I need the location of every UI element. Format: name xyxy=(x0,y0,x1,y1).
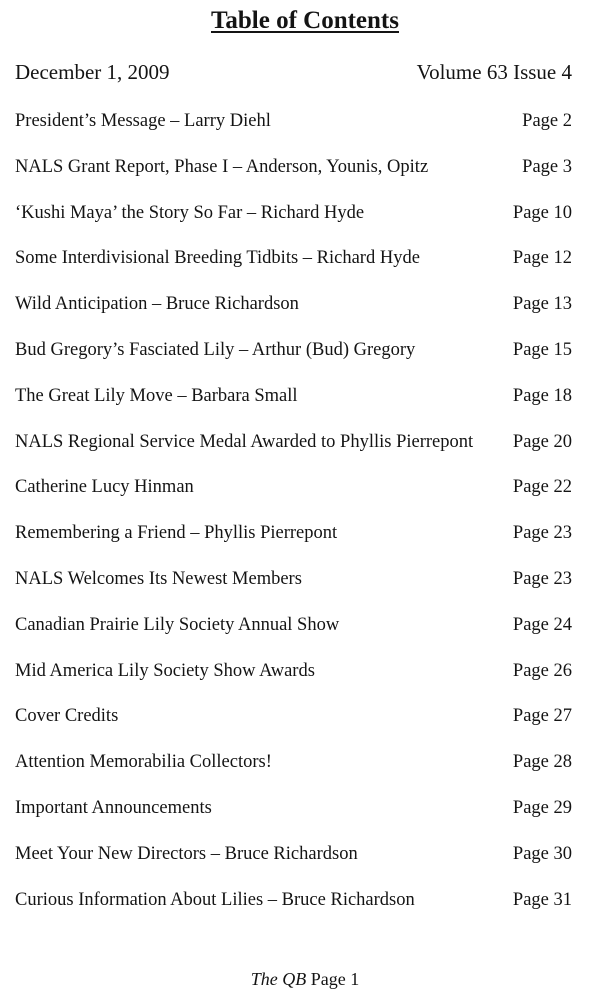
toc-row xyxy=(15,245,572,291)
page-footer xyxy=(0,969,610,990)
toc-entry-title: NALS Grant Report, Phase I – Anderson, Younis, Opitz xyxy=(15,156,429,177)
toc-entry-page: Page 18 xyxy=(512,385,572,406)
toc-entry-page: Page 10 xyxy=(512,202,572,223)
toc-entry-title: Mid America Lily Society Show Awards xyxy=(15,660,315,681)
toc-entry-title: Meet Your New Directors – Bruce Richardson xyxy=(15,843,358,864)
toc-entry-title: NALS Welcomes Its Newest Members xyxy=(15,568,302,589)
toc-entry-title: Important Announcements xyxy=(15,797,212,818)
table-of-contents xyxy=(15,108,572,932)
toc-row xyxy=(15,749,572,795)
toc-row xyxy=(15,474,572,520)
toc-entry-page: Page 22 xyxy=(512,477,572,498)
toc-entry-title: Wild Anticipation – Bruce Richardson xyxy=(15,294,299,315)
toc-entry-page: Page 23 xyxy=(512,568,572,589)
toc-entry-title: NALS Regional Service Medal Awarded to Phyllis Pierrepont xyxy=(15,431,474,452)
toc-entry-page: Page 26 xyxy=(512,660,572,681)
toc-row xyxy=(15,658,572,704)
toc-entry-page: Page 12 xyxy=(512,248,572,269)
toc-entry-page: Page 24 xyxy=(512,614,572,635)
toc-entry-page: Page 23 xyxy=(512,523,572,544)
toc-row xyxy=(15,703,572,749)
toc-entry-title: The Great Lily Move – Barbara Small xyxy=(15,385,298,406)
footer-page-number: Page 1 xyxy=(310,969,360,989)
toc-entry-title: Attention Memorabilia Collectors! xyxy=(15,752,272,773)
toc-entry-page: Page 27 xyxy=(512,706,572,727)
issue-info xyxy=(15,60,572,85)
toc-row xyxy=(15,383,572,429)
toc-entry-title: Bud Gregory’s Fasciated Lily – Arthur (Bud) Gregory xyxy=(15,339,416,360)
toc-entry-title: Curious Information About Lilies – Bruce Richardson xyxy=(15,889,415,910)
toc-entry-title: President’s Message – Larry Diehl xyxy=(15,111,271,131)
toc-entry-page: Page 3 xyxy=(522,156,572,177)
toc-row xyxy=(15,887,572,933)
toc-entry-page: Page 31 xyxy=(512,889,572,910)
toc-entry-page: Page 20 xyxy=(512,431,572,452)
toc-entry-title: Remembering a Friend – Phyllis Pierrepont xyxy=(15,523,338,544)
toc-row xyxy=(15,520,572,566)
toc-entry-title: Some Interdivisional Breeding Tidbits – Richard Hyde xyxy=(15,248,420,269)
page-title: Table of Contents xyxy=(211,7,399,34)
toc-entry-title: ‘Kushi Maya’ the Story So Far – Richard Hyde xyxy=(15,202,365,223)
publication-name: The QB xyxy=(250,969,307,989)
issue-date: December 1, 2009 xyxy=(15,60,170,84)
toc-row xyxy=(15,108,572,154)
toc-entry-page: Page 15 xyxy=(512,339,572,360)
toc-entry-page: Page 30 xyxy=(512,843,572,864)
toc-row xyxy=(15,566,572,612)
toc-row xyxy=(15,841,572,887)
toc-row xyxy=(15,200,572,246)
toc-row xyxy=(15,154,572,200)
toc-entry-page: Page 13 xyxy=(512,294,572,315)
volume-issue: Volume 63 Issue 4 xyxy=(416,60,572,84)
toc-entry-page: Page 29 xyxy=(512,797,572,818)
toc-entry-title: Cover Credits xyxy=(15,706,119,727)
toc-row xyxy=(15,291,572,337)
toc-row xyxy=(15,429,572,475)
toc-entry-title: Catherine Lucy Hinman xyxy=(15,477,194,498)
toc-row xyxy=(15,337,572,383)
toc-entry-title: Canadian Prairie Lily Society Annual Show xyxy=(15,614,340,635)
toc-entry-page: Page 28 xyxy=(512,752,572,773)
toc-row xyxy=(15,612,572,658)
toc-entry-page: Page 2 xyxy=(522,111,572,131)
toc-row xyxy=(15,795,572,841)
